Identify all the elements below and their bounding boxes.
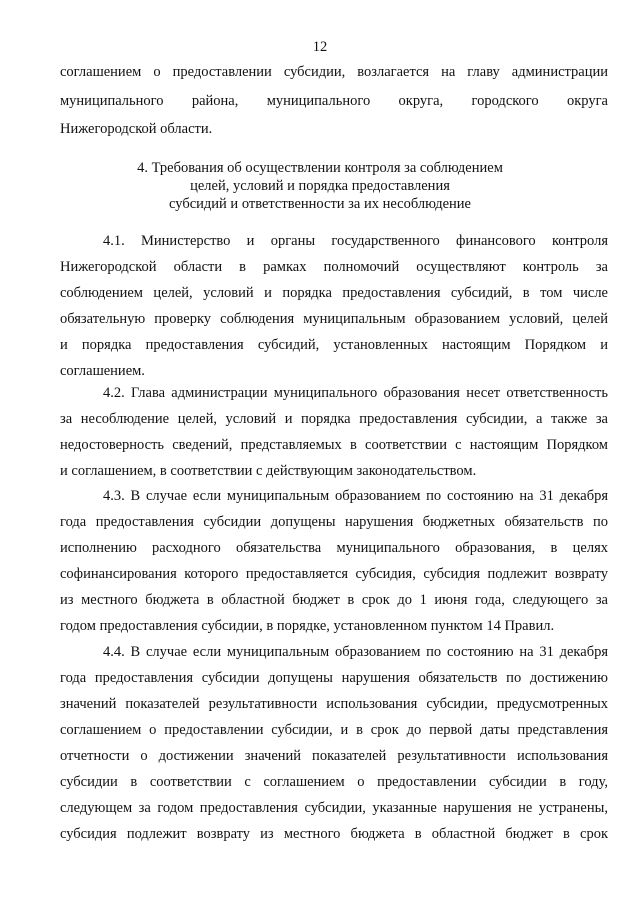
paragraph-line: отчетности о достижении значений показателей результативности использования [60,748,608,764]
paragraph-line: и порядка предоставления субсидий, установленных настоящим Порядком и [60,337,608,353]
paragraph-line: субсидии в соответствии с соглашением о предоставлении субсидии в году, [60,774,608,790]
page-number: 12 [312,39,328,55]
paragraph-line: Нижегородской области в рамках полномочий осуществляют контроль за [60,259,608,275]
paragraph-line: исполнению расходного обязательства муниципального образования, в целях [60,540,608,556]
paragraph-line: года предоставления субсидии допущены нарушения обязательств по достижению [60,670,608,686]
paragraph-line: годом предоставления субсидии, в порядке, установленном пунктом 14 Правил. [60,618,555,634]
paragraph-line: за несоблюдение целей, условий и порядка предоставления субсидии, а также за [60,411,608,427]
paragraph-line: 4.1. Министерство и органы государственного финансового контроля [103,233,608,249]
section-heading: целей, условий и порядка предоставления [190,178,450,194]
paragraph-line: соглашением. [60,363,145,379]
paragraph-line: субсидия подлежит возврату из местного бюджета в областной бюджет в срок [60,826,608,842]
paragraph-line: 4.4. В случае если муниципальным образованием по состоянию на 31 декабря [103,644,608,660]
paragraph-line: 4.2. Глава администрации муниципального образования несет ответственность [103,385,608,401]
paragraph-line: соглашением о предоставлении субсидии, возлагается на главу администрации [60,64,608,80]
section-heading: 4. Требования об осуществлении контроля за соблюдением [137,160,503,176]
paragraph-line: года предоставления субсидии допущены нарушения бюджетных обязательств по [60,514,608,530]
paragraph-line: и соглашением, в соответствии с действующим законодательством. [60,463,477,479]
paragraph-line: значений показателей результативности использования субсидии, предусмотренных [60,696,608,712]
paragraph-line: Нижегородской области. [60,121,213,137]
paragraph-line: соглашением о предоставлении субсидии, и в срок до первой даты представления [60,722,608,738]
paragraph-line: недостоверность сведений, представляемых в соответствии с настоящим Порядком [60,437,608,453]
paragraph-line: софинансирования которого предоставляется субсидия, субсидия подлежит возврату [60,566,608,582]
section-heading: субсидий и ответственности за их несоблюдение [169,196,471,212]
paragraph-line: обязательную проверку соблюдения муниципальным образованием условий, целей [60,311,608,327]
paragraph-line: муниципального района, муниципального округа, городского округа [60,93,608,109]
paragraph-line: 4.3. В случае если муниципальным образованием по состоянию на 31 декабря [103,488,608,504]
paragraph-line: соблюдением целей, условий и порядка предоставления субсидий, в том числе [60,285,608,301]
paragraph-line: из местного бюджета в областной бюджет в срок до 1 июня года, следующего за [60,592,608,608]
paragraph-line: следующем за годом предоставления субсидии, указанные нарушения не устранены, [60,800,608,816]
